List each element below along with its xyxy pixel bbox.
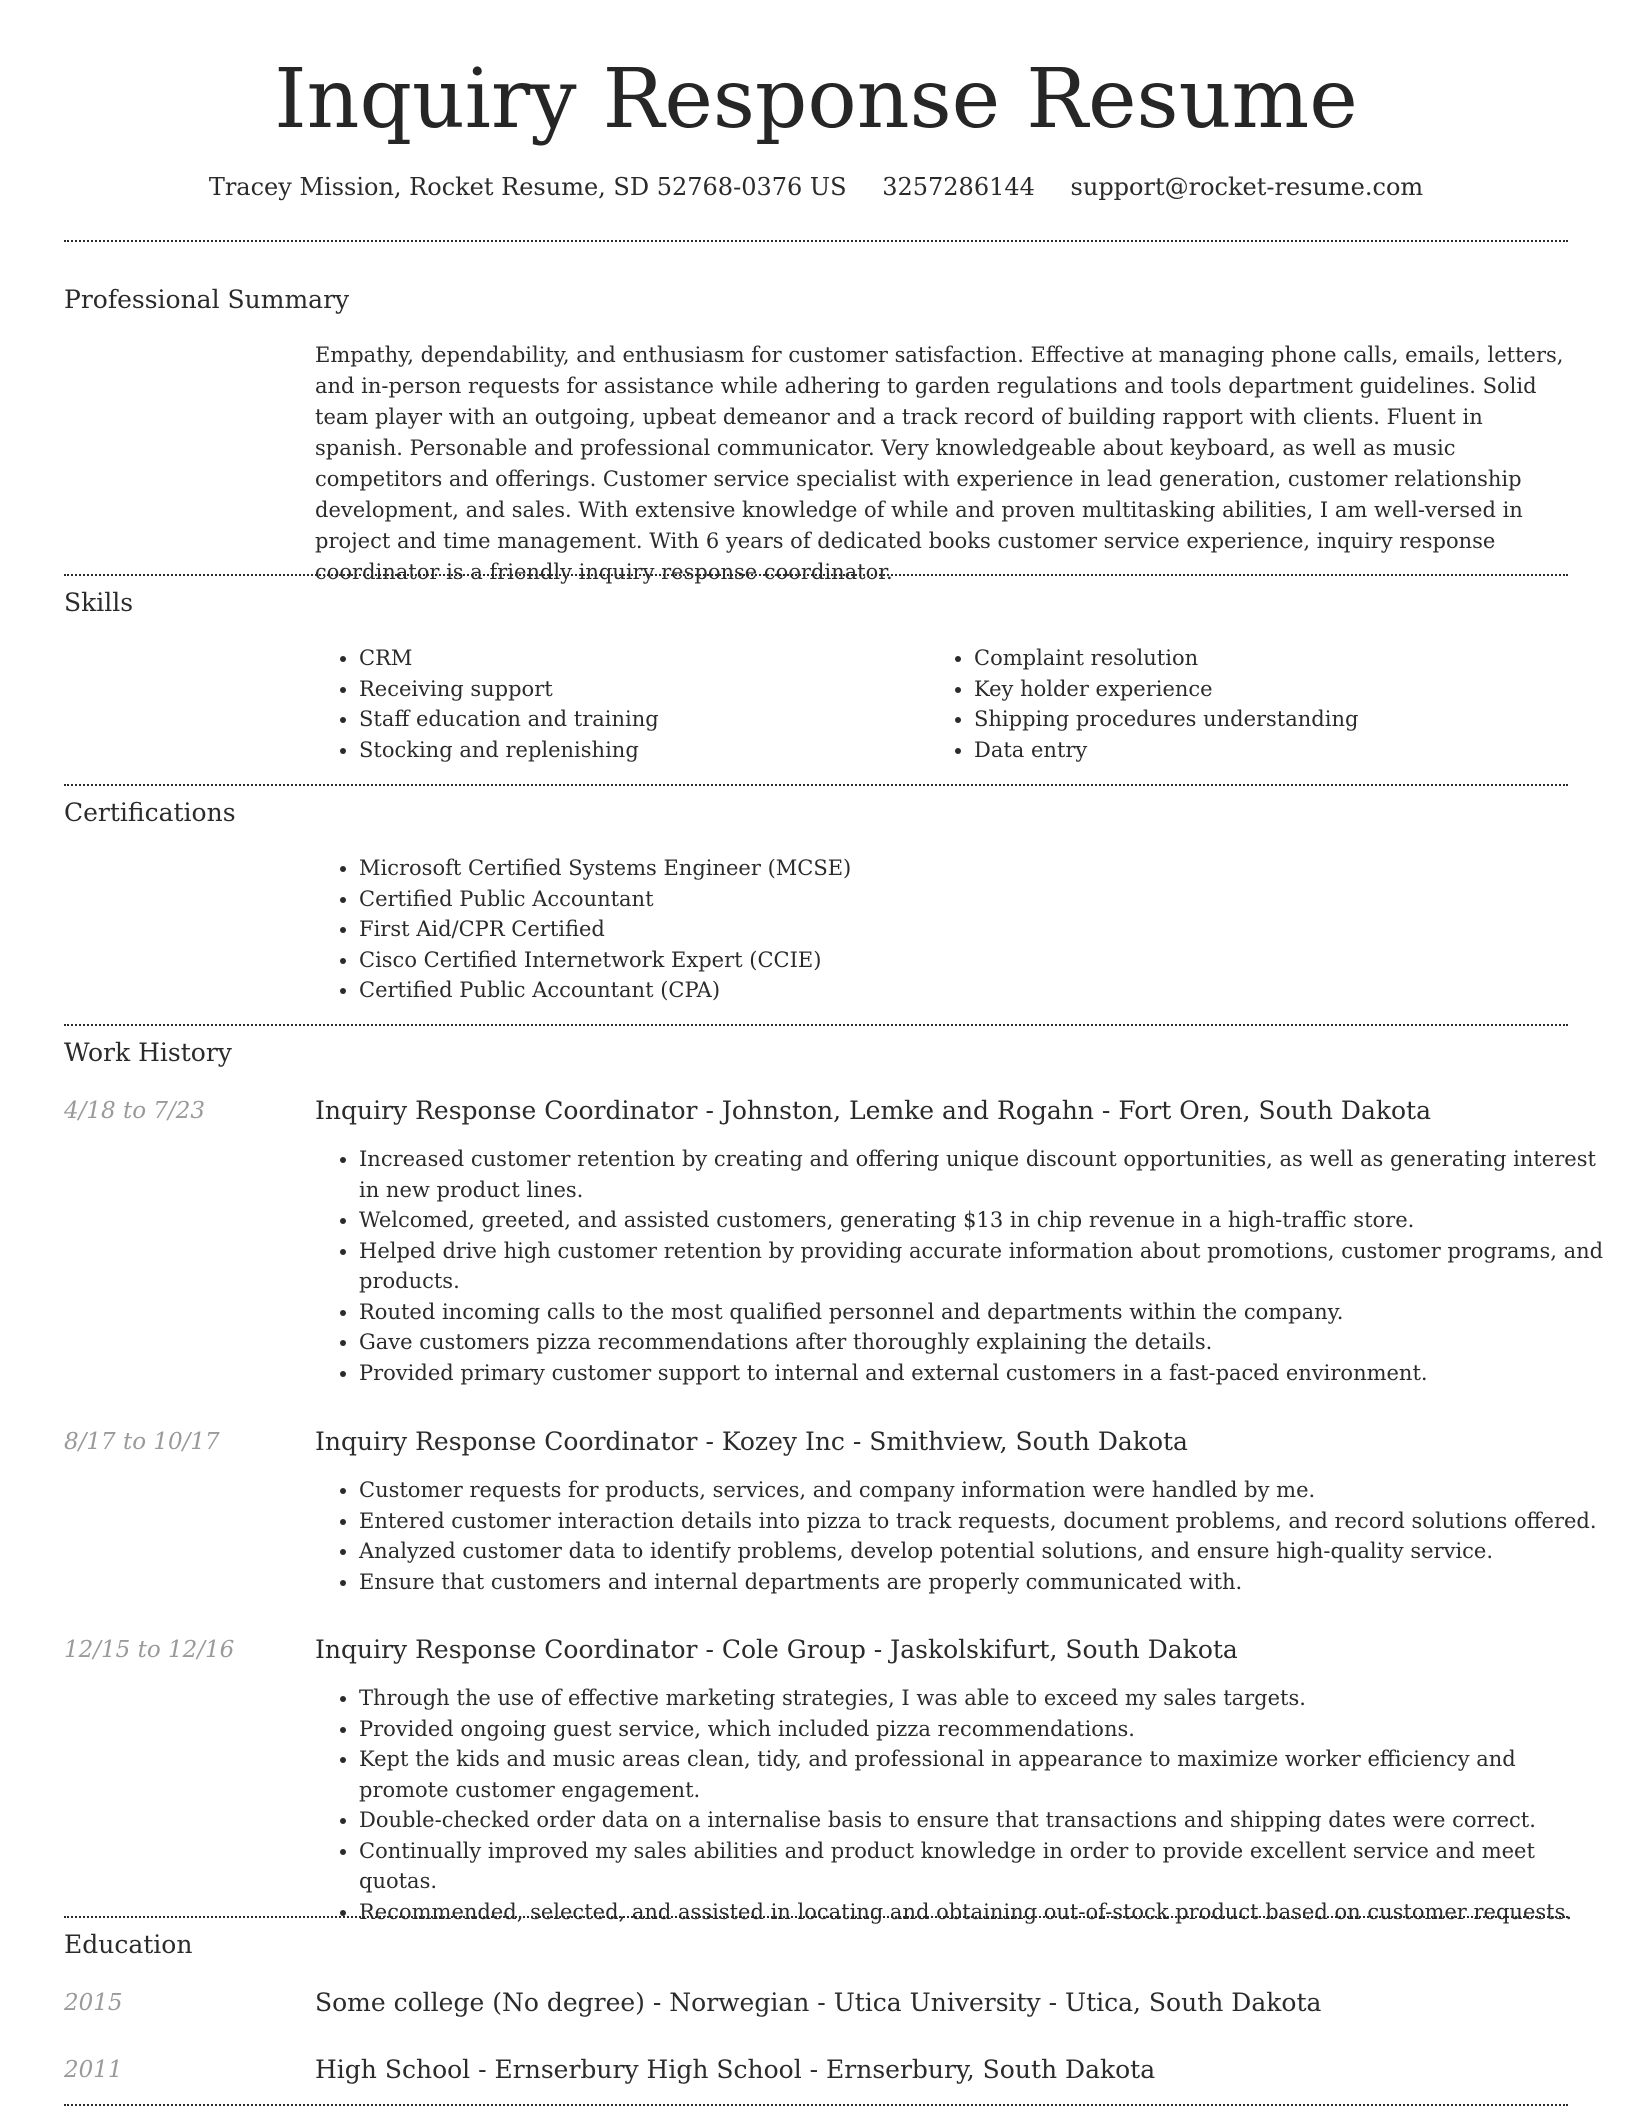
- education-entry: High School - Ernserbury High School - Ernserbury, South Dakota: [315, 2055, 1156, 2084]
- job-title: Inquiry Response Coordinator - Johnston, Lemke and Rogahn - Fort Oren, South Dakota: [315, 1096, 1432, 1125]
- section-divider: [64, 1024, 1568, 1026]
- education-year: 2015: [64, 1990, 123, 2016]
- job-bullet: • Gave customers pizza recommendations after thoroughly explaining the details.: [359, 1327, 1609, 1358]
- education-entry: Some college (No degree) - Norwegian - Utica University - Utica, South Dakota: [315, 1988, 1322, 2017]
- job-dates: 4/18 to 7/23: [64, 1098, 206, 1124]
- skill-item: • Stocking and replenishing: [359, 735, 919, 766]
- certification-item: • Certified Public Accountant: [359, 884, 1609, 915]
- job-bullet: • Recommended, selected, and assisted in locating and obtaining out-of-stock product based on customer requests.: [359, 1897, 1609, 1928]
- skills-list-right: [930, 643, 1574, 765]
- summary-heading: Professional Summary: [64, 285, 350, 314]
- certification-item: • Cisco Certified Internetwork Expert (CCIE): [359, 945, 1609, 976]
- education-heading: Education: [64, 1930, 193, 1959]
- skill-item: • Key holder experience: [974, 674, 1574, 705]
- contact-phone: 3257286144: [882, 173, 1035, 201]
- job-bullet: • Through the use of effective marketing strategies, I was able to exceed my sales targets.: [359, 1683, 1609, 1714]
- job-bullet: • Double-checked order data on a internalise basis to ensure that transactions and shipping dates were correct.: [359, 1805, 1609, 1836]
- certification-item: • First Aid/CPR Certified: [359, 914, 1609, 945]
- section-divider: [64, 240, 1568, 242]
- skills-heading: Skills: [64, 588, 134, 617]
- job-bullets: [315, 1683, 1609, 1927]
- job-bullet: • Helped drive high customer retention by providing accurate information about promotions, customer programs, and products.: [359, 1236, 1609, 1297]
- section-divider: [64, 784, 1568, 786]
- job-bullet: • Customer requests for products, services, and company information were handled by me.: [359, 1475, 1609, 1506]
- job-title: Inquiry Response Coordinator - Kozey Inc - Smithview, South Dakota: [315, 1427, 1188, 1456]
- job-bullets: [315, 1475, 1609, 1597]
- job-bullet: • Entered customer interaction details into pizza to track requests, document problems, and record solutions offered.: [359, 1506, 1609, 1537]
- summary-text: Empathy, dependability, and enthusiasm for customer satisfaction. Effective at managing phone calls, emails, letters, and in-person requests for assistance while adhering to garden regulations and tools department guidelines. Solid team player with an outgoing, upbeat demeanor and a track record of building rapport with clients. Fluent in spanish. Personable and professional communicator. Very knowledgeable about keyboard, as well as music competitors and offerings. Customer service specialist with experience in lead generation, customer relationship development, and sales. With extensive knowledge of while and proven multitasking abilities, I am well-versed in project and time management. With 6 years of dedicated books customer service experience, inquiry response coordinator is a friendly inquiry response coordinator.: [315, 343, 1564, 584]
- contact-address: Tracey Mission, Rocket Resume, SD 52768-0376 US: [208, 173, 847, 201]
- job-bullet: • Welcomed, greeted, and assisted customers, generating $13 in chip revenue in a high-traffic store.: [359, 1205, 1609, 1236]
- job-bullet: • Analyzed customer data to identify problems, develop potential solutions, and ensure high-quality service.: [359, 1536, 1609, 1567]
- job-bullet: • Increased customer retention by creating and offering unique discount opportunities, as well as generating interest in new product lines.: [359, 1144, 1609, 1205]
- section-divider: [64, 574, 1568, 576]
- certification-item: • Certified Public Accountant (CPA): [359, 975, 1609, 1006]
- skill-item: • Receiving support: [359, 674, 919, 705]
- job-bullet: • Routed incoming calls to the most qualified personnel and departments within the company.: [359, 1297, 1609, 1328]
- job-bullet: • Kept the kids and music areas clean, tidy, and professional in appearance to maximize worker efficiency and promote customer engagement.: [359, 1744, 1609, 1805]
- education-year: 2011: [64, 2057, 123, 2083]
- skill-item: • Shipping procedures understanding: [974, 704, 1574, 735]
- job-title: Inquiry Response Coordinator - Cole Group - Jaskolskifurt, South Dakota: [315, 1635, 1238, 1664]
- certifications-heading: Certifications: [64, 798, 236, 827]
- job-bullet: • Ensure that customers and internal departments are properly communicated with.: [359, 1567, 1609, 1598]
- skill-item: • Data entry: [974, 735, 1574, 766]
- certification-item: • Microsoft Certified Systems Engineer (MCSE): [359, 853, 1609, 884]
- work-heading: Work History: [64, 1038, 232, 1067]
- skill-item: • Complaint resolution: [974, 643, 1574, 674]
- job-bullets: [315, 1144, 1609, 1388]
- skill-item: • Staff education and training: [359, 704, 919, 735]
- job-bullet: • Provided ongoing guest service, which included pizza recommendations.: [359, 1714, 1609, 1745]
- resume-title: Inquiry Response Resume: [274, 52, 1358, 147]
- section-divider: [64, 1916, 1568, 1918]
- section-divider: [64, 2104, 1568, 2106]
- job-bullet: • Continually improved my sales abilities and product knowledge in order to provide excellent service and meet quotas.: [359, 1836, 1609, 1897]
- job-bullet: • Provided primary customer support to internal and external customers in a fast-paced environment.: [359, 1358, 1609, 1389]
- contact-email: support@rocket-resume.com: [1070, 173, 1424, 201]
- job-dates: 8/17 to 10/17: [64, 1429, 220, 1455]
- contact-line: [0, 170, 1632, 204]
- certifications-list: [315, 853, 1609, 1006]
- skill-item: • CRM: [359, 643, 919, 674]
- job-dates: 12/15 to 12/16: [64, 1637, 235, 1663]
- skills-list-left: [315, 643, 919, 765]
